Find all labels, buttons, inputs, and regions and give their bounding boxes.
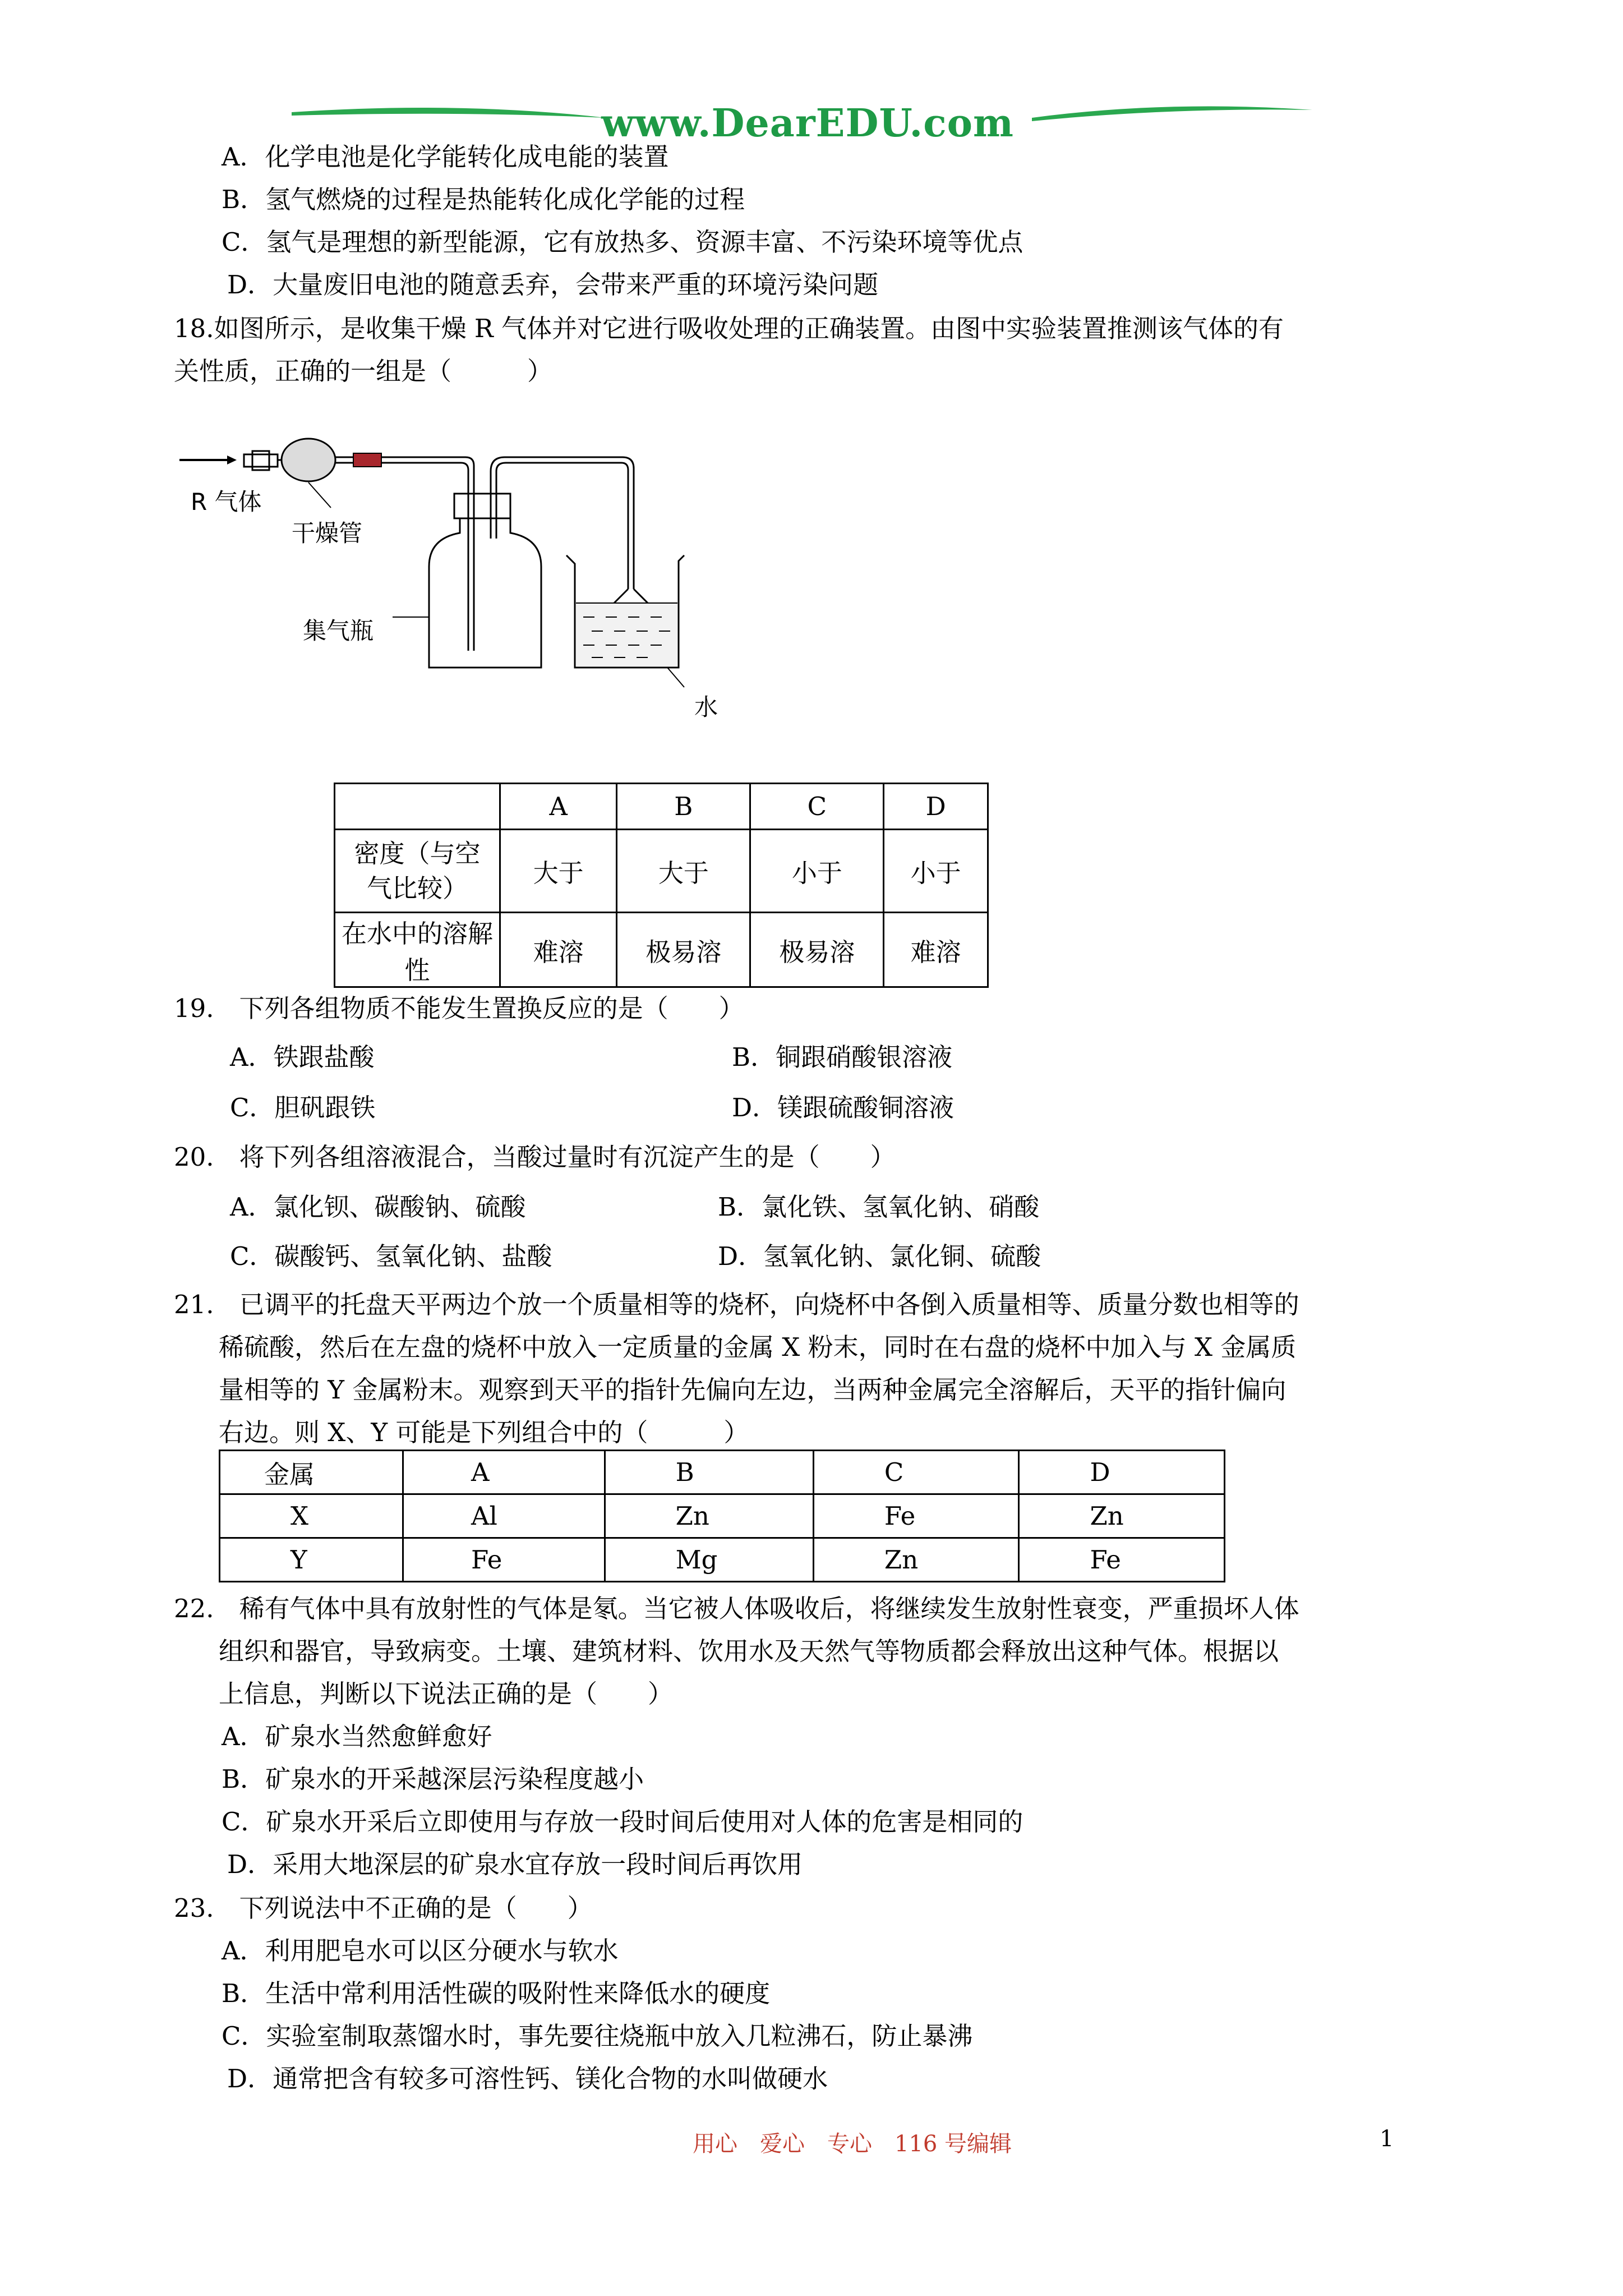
q23-option-b: B．生活中常利用活性碳的吸附性来降低水的硬度 [222, 1978, 771, 2008]
table-cell: 小于 [750, 830, 884, 913]
table-cell: C [813, 1451, 1019, 1494]
q20-option-d: D．氢氧化钠、氯化铜、硫酸 [718, 1241, 1041, 1271]
table-cell: Y [220, 1538, 403, 1582]
q22-option-c: C．矿泉水开采后立即使用与存放一段时间后使用对人体的危害是相同的 [222, 1807, 1023, 1837]
table-row [335, 830, 988, 913]
q22-stem-line-3: 上信息，判断以下说法正确的是（ ） [219, 1679, 674, 1709]
q20-option-b: B．氯化铁、氢氧化钠、硝酸 [718, 1192, 1040, 1222]
label-water: 水 [694, 693, 718, 721]
q21-stem-line-1: 21. 已调平的托盘天平两边个放一个质量相等的烧杯，向烧杯中各倒入质量相等、质量分数也相等的 [174, 1290, 1299, 1319]
table-cell: Fe [403, 1538, 605, 1582]
table-cell: X [220, 1494, 403, 1538]
q20-option-c: C．碳酸钙、氢氧化钠、盐酸 [230, 1241, 552, 1271]
table-cell [335, 784, 500, 830]
header-site-logo: www.DearEDU.com [601, 101, 1014, 146]
table-row [220, 1451, 1225, 1494]
table-cell: 难溶 [500, 913, 616, 987]
q22-stem-line-1: 22. 稀有气体中具有放射性的气体是氡。当它被人体吸收后，将继续发生放射性衰变，严重损坏人体 [174, 1594, 1299, 1623]
q18-stem-line-2: 关性质，正确的一组是（ ） [174, 356, 553, 386]
table-cell: Al [403, 1494, 605, 1538]
q19-option-d: D．镁跟硫酸铜溶液 [732, 1093, 955, 1122]
table-cell: B [605, 1451, 813, 1494]
table-row [220, 1538, 1225, 1582]
table-cell: D [884, 784, 988, 830]
q19-option-a: A．铁跟盐酸 [230, 1042, 375, 1072]
table-cell: Fe [1019, 1538, 1225, 1582]
label-r-gas: R 气体 [191, 488, 262, 516]
page-number: 1 [1380, 2126, 1394, 2152]
table-cell: Mg [605, 1538, 813, 1582]
table-cell: A [500, 784, 616, 830]
table-cell: D [1019, 1451, 1225, 1494]
q19-option-b: B．铜跟硝酸银溶液 [732, 1042, 953, 1072]
table-cell: 大于 [500, 830, 616, 913]
q19-option-c: C．胆矾跟铁 [230, 1093, 376, 1122]
footer-text: 用心 爱心 专心 116 号编辑 [693, 2131, 1012, 2157]
q21-stem-line-2: 稀硫酸，然后在左盘的烧杯中放入一定质量的金属 X 粉末，同时在右盘的烧杯中加入与 X 金属质 [219, 1332, 1297, 1362]
q18-stem-line-1: 18.如图所示，是收集干燥 R 气体并对它进行吸收处理的正确装置。由图中实验装置推测该气体的有 [174, 314, 1284, 343]
table-cell: 密度（与空气比较） [335, 830, 500, 913]
q22-stem-line-2: 组织和器官，导致病变。土壤、建筑材料、饮用水及天然气等物质都会释放出这种气体。根据以 [219, 1636, 1279, 1666]
q20-stem: 20. 将下列各组溶液混合，当酸过量时有沉淀产生的是（ ） [174, 1142, 896, 1172]
q23-option-c: C．实验室制取蒸馏水时，事先要往烧瓶中放入几粒沸石，防止暴沸 [222, 2021, 973, 2051]
q22-option-a: A．矿泉水当然愈鲜愈好 [222, 1722, 492, 1751]
table-cell: Fe [813, 1494, 1019, 1538]
q18-options-table [334, 783, 989, 988]
table-cell: B [617, 784, 750, 830]
q17-option-c: C．氢气是理想的新型能源，它有放热多、资源丰富、不污染环境等优点 [222, 227, 1023, 257]
q21-metal-table [219, 1450, 1225, 1582]
table-cell: Zn [605, 1494, 813, 1538]
q17-option-a: A．化学电池是化学能转化成电能的装置 [222, 142, 669, 172]
table-cell: 大于 [617, 830, 750, 913]
q23-option-a: A．利用肥皂水可以区分硬水与软水 [222, 1936, 619, 1966]
q23-stem: 23. 下列说法中不正确的是（ ） [174, 1893, 593, 1923]
q19-stem: 19. 下列各组物质不能发生置换反应的是（ ） [174, 993, 744, 1023]
table-cell: 小于 [884, 830, 988, 913]
table-cell: 极易溶 [617, 913, 750, 987]
table-row [220, 1494, 1225, 1538]
table-cell: C [750, 784, 884, 830]
table-row [335, 784, 988, 830]
table-cell: Zn [1019, 1494, 1225, 1538]
q21-stem-line-4: 右边。则 X、Y 可能是下列组合中的（ ） [219, 1418, 749, 1447]
table-cell: 在水中的溶解性 [335, 913, 500, 987]
q17-option-d: D．大量废旧电池的随意丢弃，会带来严重的环境污染问题 [227, 270, 879, 300]
table-cell: 金属 [220, 1451, 403, 1494]
table-cell: A [403, 1451, 605, 1494]
table-cell: 极易溶 [750, 913, 884, 987]
table-cell: Zn [813, 1538, 1019, 1582]
q20-option-a: A．氯化钡、碳酸钠、硫酸 [230, 1192, 526, 1222]
table-cell: 难溶 [884, 913, 988, 987]
label-gas-collecting-bottle: 集气瓶 [303, 617, 374, 645]
q21-stem-line-3: 量相等的 Y 金属粉末。观察到天平的指针先偏向左边，当两种金属完全溶解后，天平的指针偏向 [219, 1375, 1287, 1405]
q17-option-b: B．氢气燃烧的过程是热能转化成化学能的过程 [222, 185, 745, 214]
table-row [335, 913, 988, 987]
q23-option-d: D．通常把含有较多可溶性钙、镁化合物的水叫做硬水 [227, 2064, 828, 2093]
label-drying-tube: 干燥管 [292, 519, 363, 547]
q22-option-d: D．采用大地深层的矿泉水宜存放一段时间后再饮用 [227, 1849, 803, 1879]
q22-option-b: B．矿泉水的开采越深层污染程度越小 [222, 1764, 644, 1794]
